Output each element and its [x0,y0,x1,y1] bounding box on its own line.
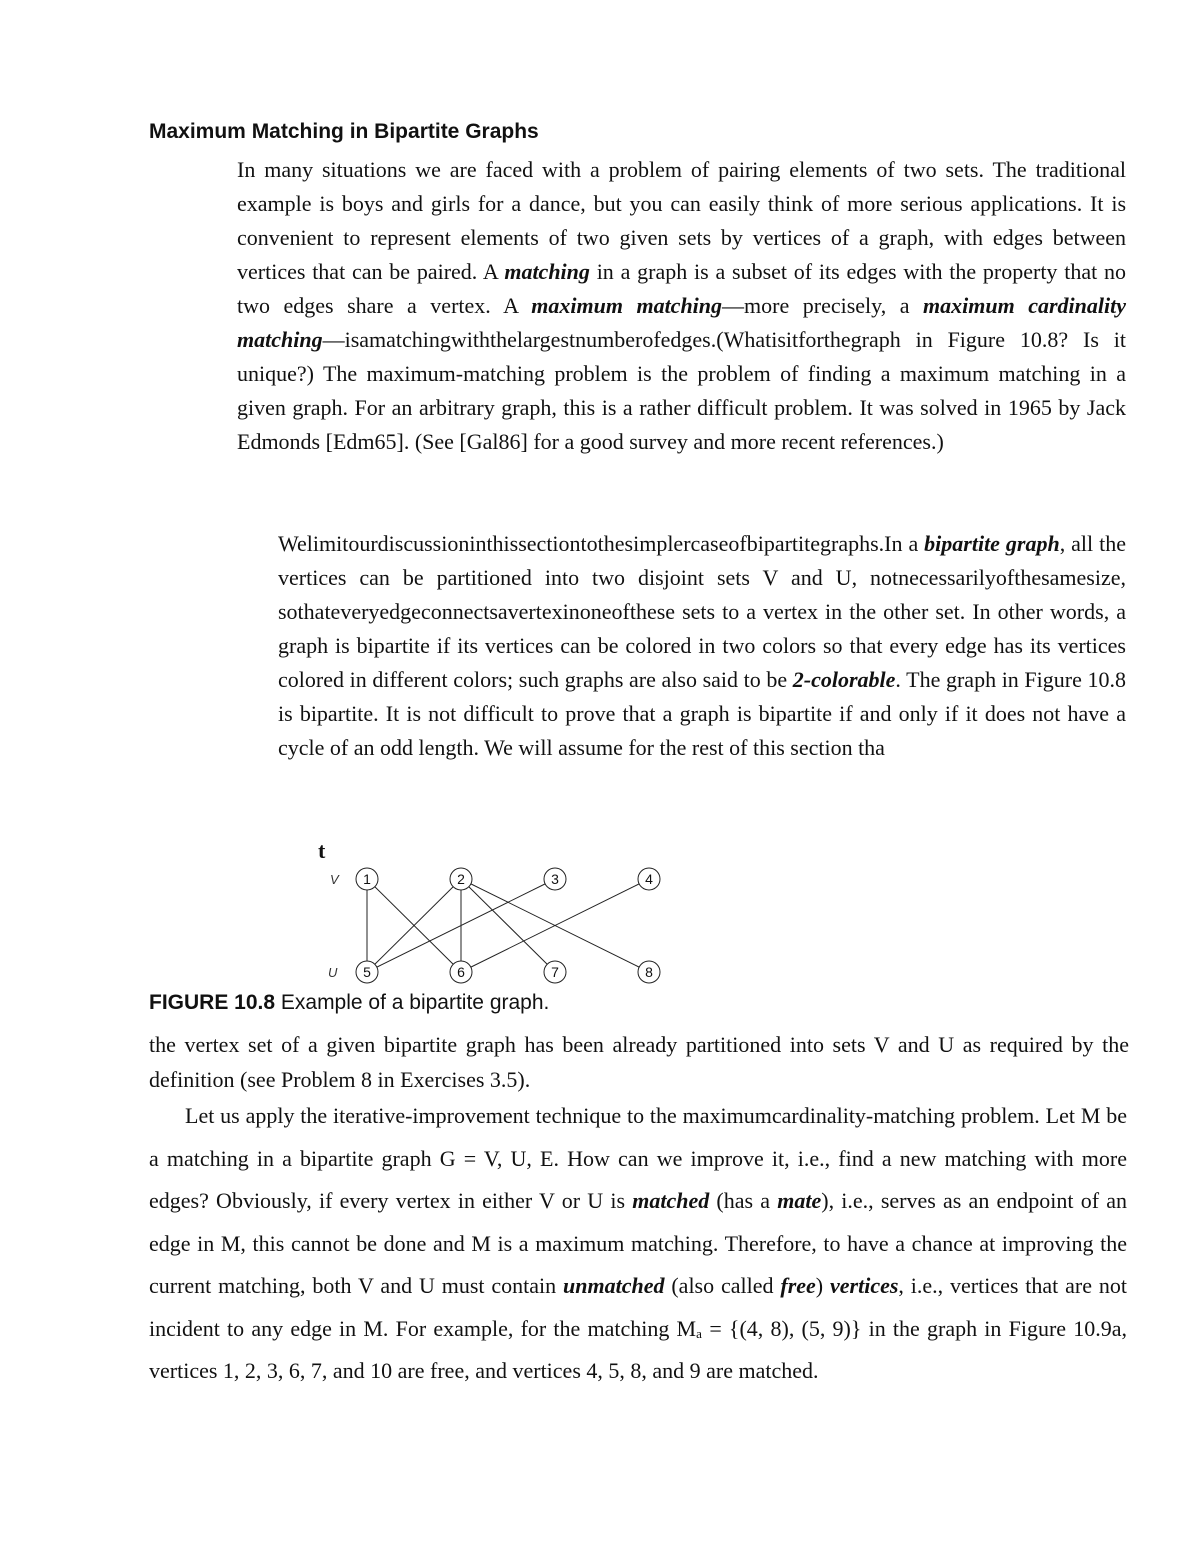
vertex-label-4: 4 [645,871,653,887]
text-run: , i.e., vertices that are not incident to any edge in M. For example, for the matching Mₐ = {(4, 8), (5, 9)} in the graph in Figure 10.9a, vertices 1, 2, 3, 6, 7, and 10 are free, and vertices 4, 5, 8, and 9 are matched. [149,1273,1127,1383]
vertex-label-2: 2 [457,871,465,887]
vertex-label-7: 7 [551,964,559,980]
text-run: In many situations we are faced with a problem of pairing elements of two sets. The traditional example is boys and girls for a dance, but you can easily think of more serious applications. It is convenient to represent elements of two given sets by vertices of a graph, with edges between vertices that can be paired. A [237,157,1126,284]
term-matched: matched [632,1188,710,1213]
bipartite-graph-figure [310,855,680,990]
vertex-label-8: 8 [645,964,653,980]
section-title: Maximum Matching in Bipartite Graphs [149,120,539,143]
term-matching: matching [504,259,590,284]
set-v-label: V [330,872,339,887]
vertex-label-3: 3 [551,871,559,887]
paragraph-iterative-improvement [149,1095,1127,1393]
text-run: . The graph in Figure 10.8 is bipartite. It is not difficult to prove that a graph is bipartite if and only if it does not have a cycle of an odd length. We will assume for the rest of this section tha [278,667,1126,760]
term-vertices: vertices [830,1273,899,1298]
figure-caption-text: Example of a bipartite graph. [275,991,550,1014]
text-run: ) [815,1273,830,1298]
text-run: , all the vertices can be partitioned into two disjoint sets V and U, notnecessarilyofthesamesize, sothateveryedgeconnectsavertexinoneofthese sets to a vertex in the other set. In other words, a graph is bipartite if its vertices can be colored in two colors so that every edge has its vertices colored in different colors; such graphs are also said to be [278,531,1126,692]
term-2-colorable: 2-colorable [792,667,896,692]
vertex-label-1: 1 [363,871,371,887]
text-run: ), i.e., serves as an endpoint of an edge in M, this cannot be done and M is a maximum matching. Therefore, to have a chance at improving the current matching, both V and U must contain [149,1188,1127,1298]
term-mate: mate [777,1188,822,1213]
text-run: —isamatchingwiththelargestnumberofedges.(Whatisitforthegraph in Figure 10.8? Is it unique?) The maximum-matching problem is the problem of finding a maximum matching in a given graph. For an arbitrary graph, this is a rather difficult problem. It was solved in 1965 by Jack Edmonds [Edm65]. (See [Gal86] for a good survey and more recent references.) [237,327,1126,454]
paragraph-matching-definition [237,153,1126,459]
text-run: (has a [709,1188,778,1213]
term-free: free [780,1273,816,1298]
graph-edge-2-7 [469,887,547,965]
text-run: (also called [664,1273,781,1298]
figure-label: FIGURE 10.8 [149,991,276,1014]
vertex-label-5: 5 [363,964,371,980]
set-u-label: U [328,965,338,980]
stray-letter: t [318,838,326,863]
term-maximum-matching: maximum matching [531,293,723,318]
paragraph-bipartite-graph [278,527,1126,765]
term-bipartite-graph: bipartite graph [924,531,1060,556]
figure-caption [149,991,549,1015]
text-run: Welimitourdiscussioninthissectiontothesimplercaseofbipartitegraphs.In a [278,531,925,556]
term-maximum-cardinality-matching: maximum cardinality matching [237,293,1127,352]
term-unmatched: unmatched [563,1273,665,1298]
text-run: Let us apply the iterative-improvement technique to the maximumcardinality-matching problem. Let M be a matching in a bipartite graph G = V, U, E. How can we improve it, i.e., find a new matching with more edges? Obviously, if every vertex in either V or U is [149,1103,1127,1213]
text-run: in a graph is a subset of its edges with the property that no two edges share a vertex. A [237,259,1126,318]
paragraph-partition-note: the vertex set of a given bipartite graph has been already partitioned into sets V and U as required by the definition (see Problem 8 in Exercises 3.5). [149,1032,1129,1092]
text-run: —more precisely, a [722,293,924,318]
vertex-label-6: 6 [457,964,465,980]
